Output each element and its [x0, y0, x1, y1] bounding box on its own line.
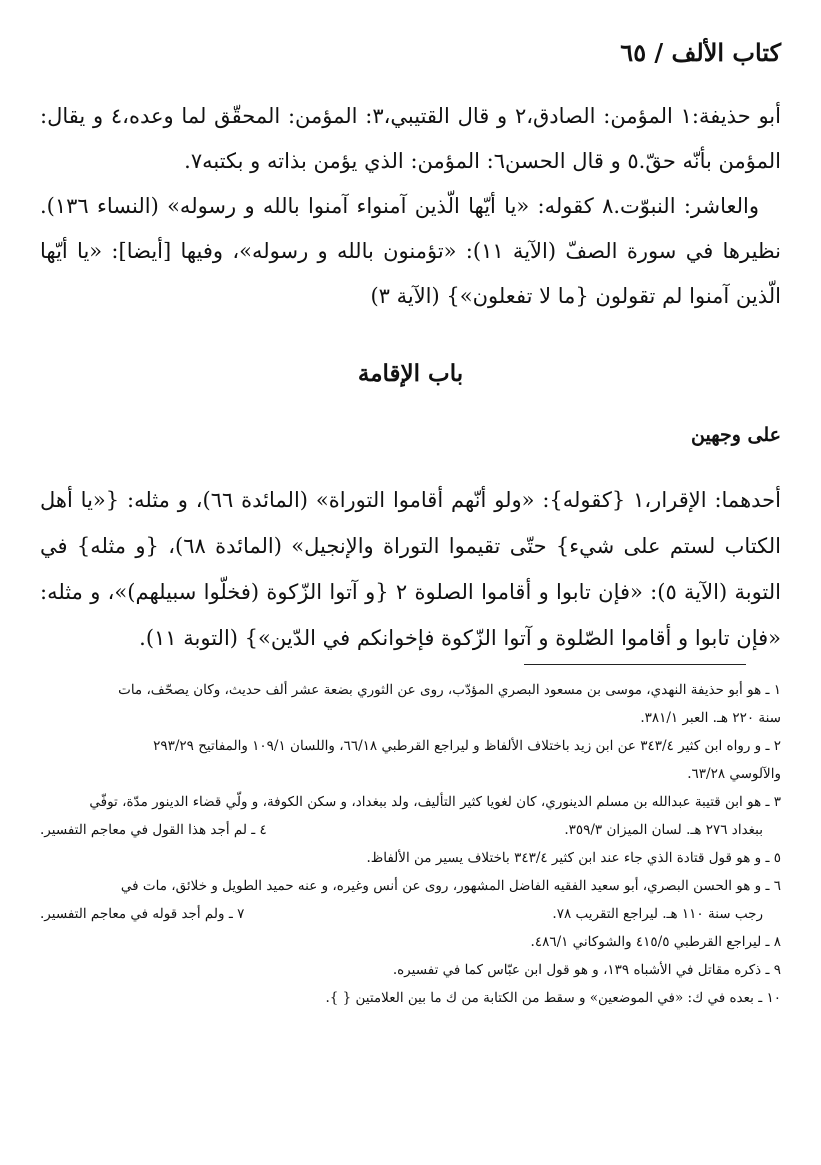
footnote-1: ١ ـ هو أبو حذيفة النهدي، موسى بن مسعود البصري المؤدّب، روى عن الثوري بضعة عشر ألف حديث، وكان يصحّف، مات [118, 682, 781, 698]
footnote-1-cont: سنة ٢٢٠ هـ. العبر ٣٨١/١. [640, 710, 781, 726]
running-head: كتاب الألف / ٦٥ [620, 38, 781, 67]
paragraph-1: أبو حذيفة:١ المؤمن: الصادق،٢ و قال القتيبي،٣: المؤمن: المحقّق لما وعده،٤ و يقال: المؤمن بأنّه حقّ.٥ و قال الحسن٦: المؤمن: الذي يؤمن بذاته و بكتبه٧. [40, 104, 781, 173]
chapter-subtitle: على وجهين [691, 424, 781, 446]
chapter-title: باب الإقامة [357, 360, 464, 387]
footnote-10: ١٠ ـ بعده في ك: «في الموضعين» و سقط من الكتابة من ك ما بين العلامتين { }. [325, 990, 781, 1006]
footnote-5: ٥ ـ و هو قول قتادة الذي جاء عند ابن كثير ٣٤٣/٤ باختلاف يسير من الألفاظ. [366, 850, 781, 866]
footnote-3: ٣ ـ هو ابن قتيبة عبدالله بن مسلم الدينوري، كان لغويا كثير التأليف، ولد ببغداد، و سكن الكوفة، و ولّي قضاء الدينور مدّة، توفّي [89, 794, 781, 810]
footnote-2: ٢ ـ و رواه ابن كثير ٣٤٣/٤ عن ابن زيد باختلاف الألفاظ و لیراجع القرطبي ٦٦/١٨، واللسان ١٠٩/١ والمفاتيح ٢٩٣/٢٩ [153, 738, 781, 754]
chapter-text [40, 456, 781, 682]
footnote-6-cont: رجب سنة ١١٠ هـ. ليراجع التقريب ٧٨. [552, 906, 763, 922]
main-text [40, 94, 781, 319]
paragraph-2: والعاشر: النبوّت.٨ كقوله: «يا أيّها الّذين آمنواء آمنوا بالله و رسوله» (النساء ١٣٦). نظيرها في سورة الصفّ (الآية ١١): «تؤمنون بالله و رسوله»، وفيها [أيضا]: «يا أيّها الّذين آمنوا لم تقولون {ما لا تفعلون»} (الآية ٣) [40, 194, 781, 308]
footnote-7: ٧ ـ ولم أجد قوله في معاجم التفسير. [40, 906, 245, 922]
footnote-2-cont: والآلوسي ٦٣/٢٨. [687, 766, 781, 782]
footnote-9: ٩ ـ ذكره مقاتل في الأشباه ١٣٩، و هو قول ابن عبّاس كما في تفسيره. [392, 962, 781, 978]
footnote-3-cont: ببغداد ٢٧٦ هـ. لسان الميزان ٣٥٩/٣. [564, 822, 763, 838]
footnote-6-7-line [40, 900, 763, 928]
footnote-separator [524, 664, 746, 665]
paragraph-3: أحدهما: الإقرار،١ {كقوله}: «ولو أنّهم أقاموا التوراة» (المائدة ٦٦)، و مثله: {«يا أهل الكتاب لستم على شيء} حتّى تقيموا التوراة والإنجيل» (المائدة ٦٨)، {و مثله} في التوبة (الآية ٥): «فإن تابوا و أقاموا الصلوة ٢ {و آتوا الزّكوة (فخلّوا سبيلهم)»، و مثله: «فإن تابوا و أقاموا الصّلوة و آتوا الزّكوة فإخوانكم في الدّين»} (التوبة ١١). [40, 488, 782, 650]
page-header [40, 38, 781, 78]
footnote-8: ٨ ـ ليراجع القرطبي ٤١٥/٥ والشوكاني ٤٨٦/١. [530, 934, 781, 950]
footnote-3-4-line [40, 816, 763, 844]
footnote-4: ٤ ـ لم أجد هذا القول في معاجم التفسير. [40, 822, 267, 838]
footnote-6: ٦ ـ و هو الحسن البصري، أبو سعيد الفقيه الفاضل المشهور، روى عن أنس وغيره، و عنه حميد الطويل و خلائق، مات في [120, 878, 781, 894]
footnotes [40, 676, 781, 1012]
